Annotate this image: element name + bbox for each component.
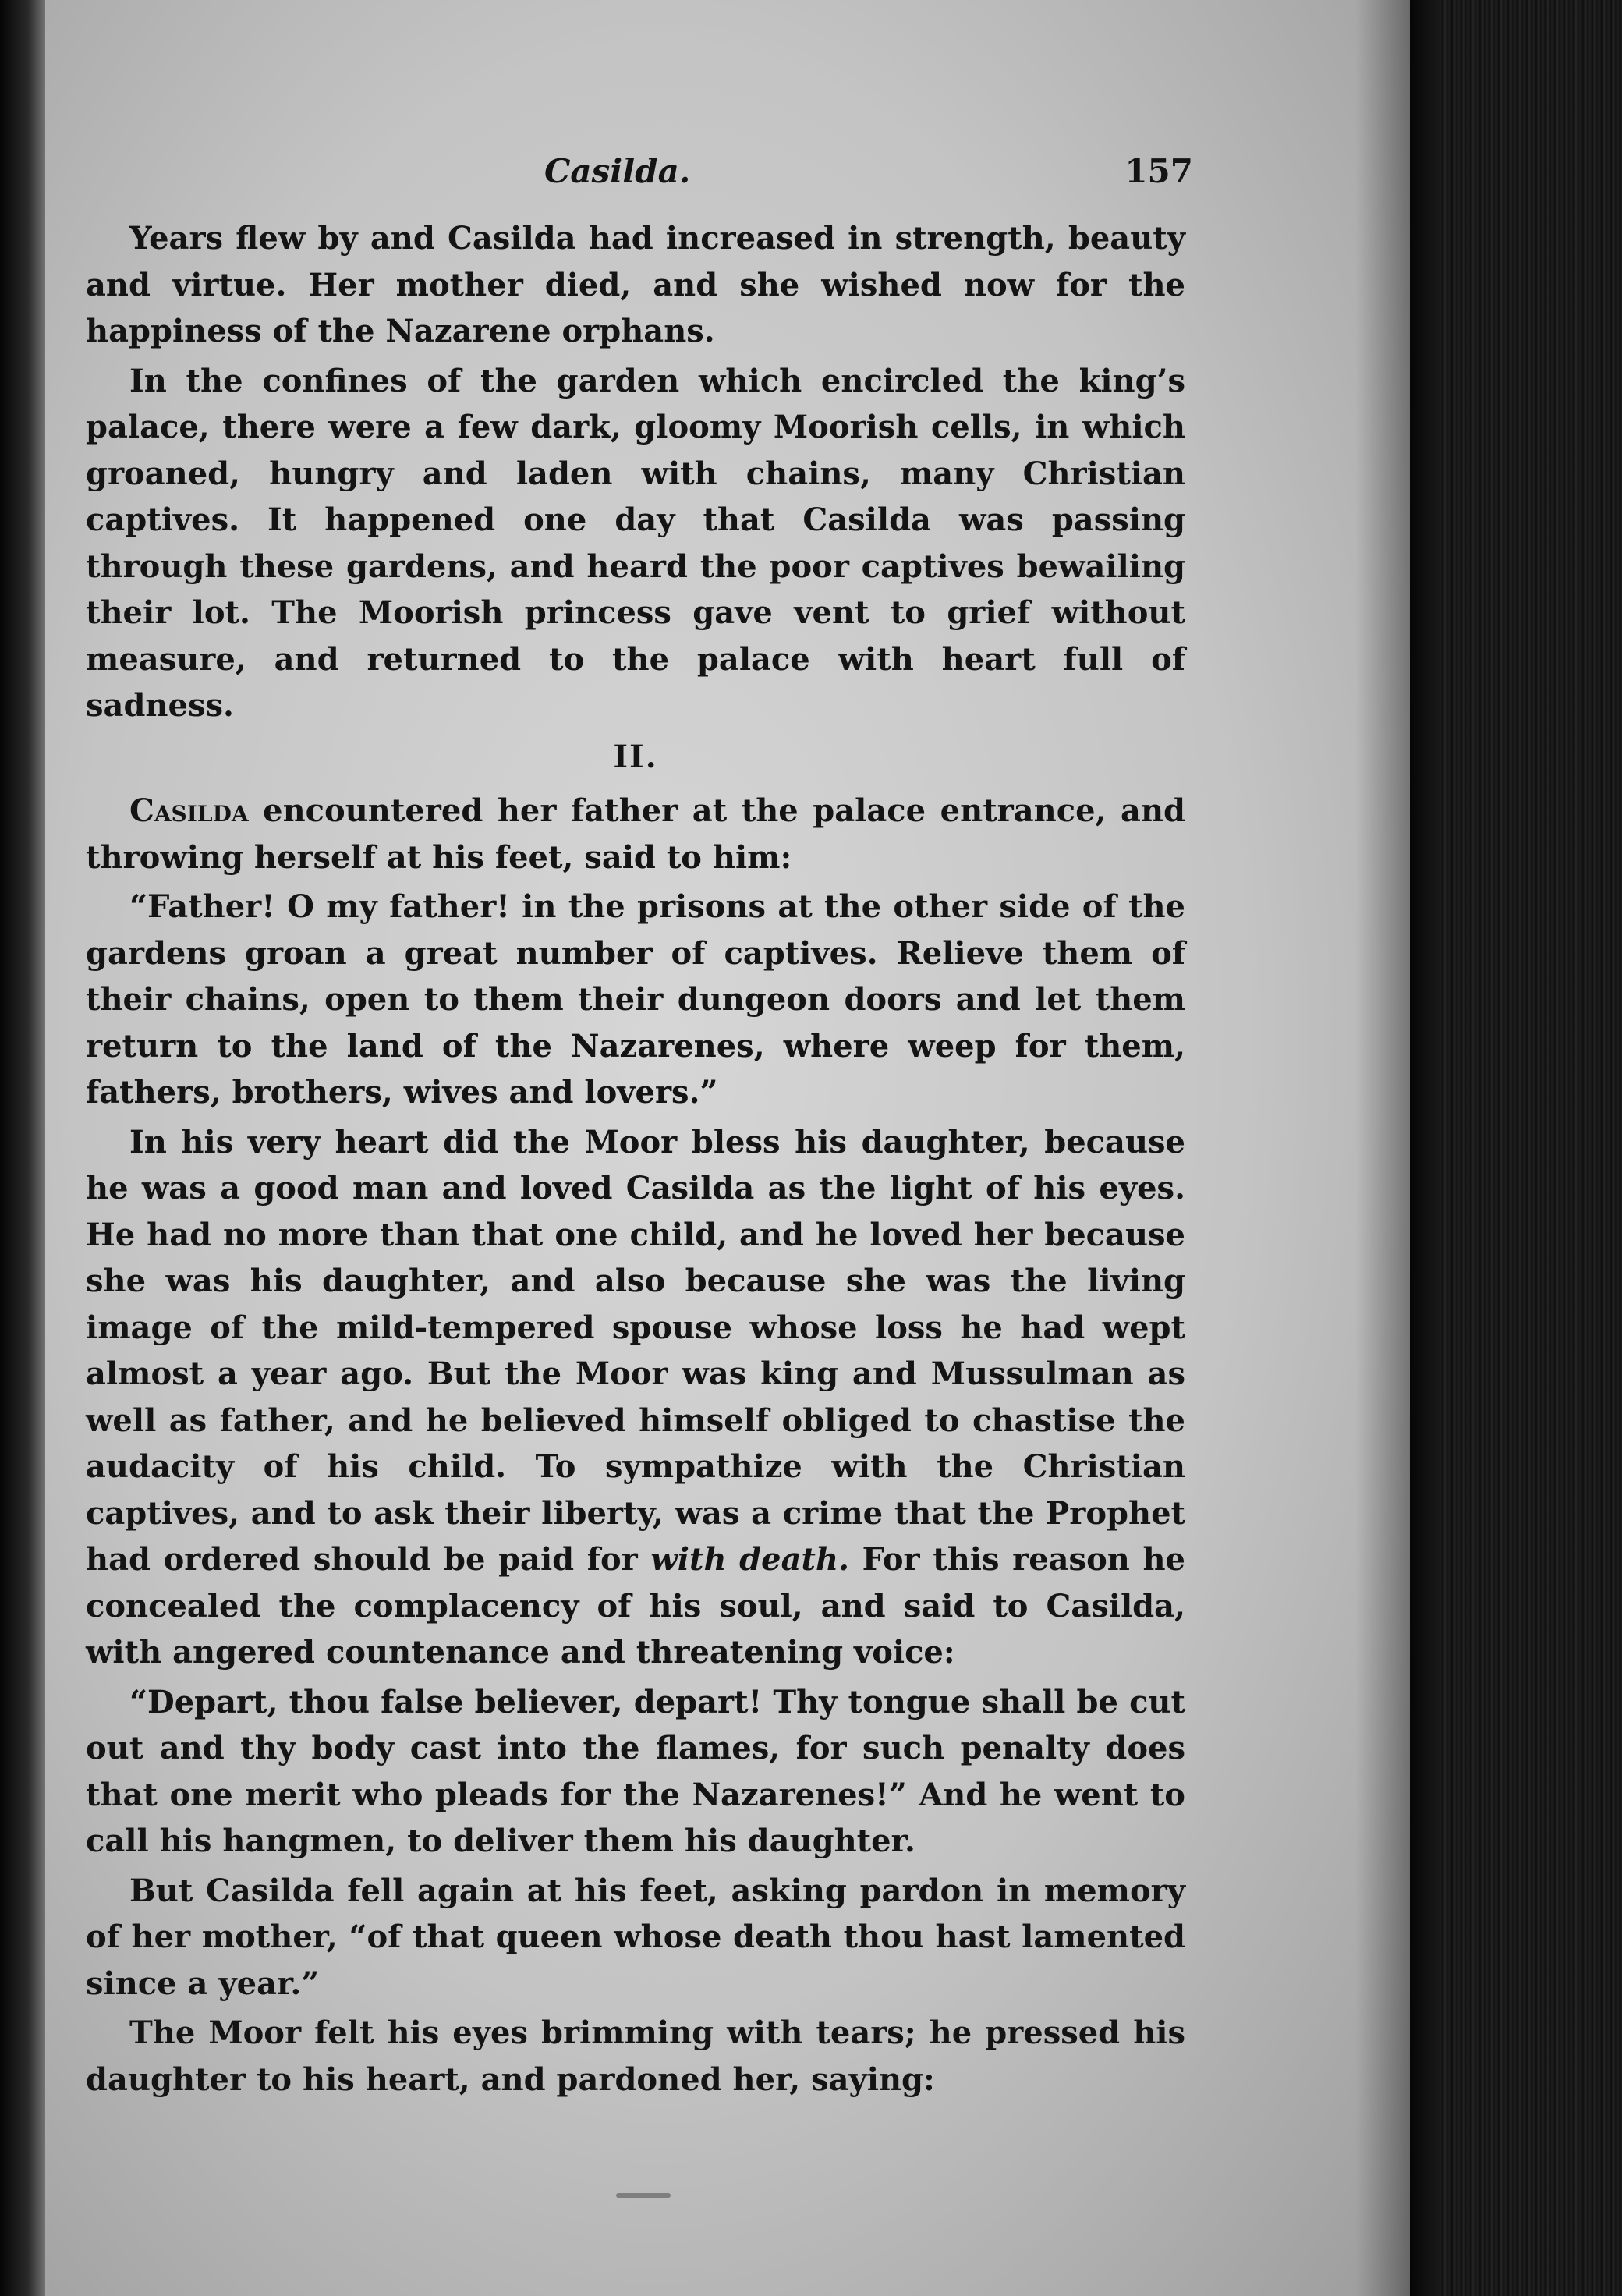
page-shadow bbox=[1355, 0, 1410, 2296]
paragraph-5-italic: with death. bbox=[650, 1541, 849, 1578]
paragraph-1: Years flew by and Casilda had increased in strength, beauty and virtue. Her mother died, and she wished now for the happiness of the Nazarene orphans. bbox=[86, 220, 1185, 349]
book-binding bbox=[1410, 0, 1622, 2296]
left-scan-edge bbox=[0, 0, 47, 2296]
page-number: 157 bbox=[1124, 152, 1193, 190]
paragraph-5-text-a: In his very heart did the Moor bless his daughter, because he was a good man and loved Casilda as the light of his eyes. He had no more than that one child, and he loved her because she was his daughter, and also because she was the living image of the mild-tempered spouse whose loss he had wept almost a year ago. But the Moor was king and Mussulman as well as father, and he believed himself obliged to chastise the audacity of his child. To sympathize with the Christian captives, and to ask their liberty, was a crime that the Prophet had ordered should be paid for bbox=[86, 1123, 1185, 1578]
section-numeral: II. bbox=[613, 738, 658, 775]
paragraph-3-lead: Casilda bbox=[129, 792, 249, 829]
paragraph-8: The Moor felt his eyes brimming with tears; he pressed his daughter to his heart, and pardoned her, saying: bbox=[86, 2014, 1185, 2098]
page-text bbox=[86, 148, 1193, 2106]
paragraph-5 bbox=[86, 1119, 1185, 1676]
paragraph-5-text-b: For this reason he concealed the complacency of his soul, and said to Casilda, with angered countenance and threatening voice: bbox=[86, 1541, 1185, 1671]
binding-gutter bbox=[1410, 0, 1441, 2296]
printer-mark bbox=[616, 2193, 671, 2198]
running-head bbox=[86, 148, 1193, 203]
paragraph-7: But Casilda fell again at his feet, asking pardon in memory of her mother, “of that queen whose death thou hast lamented since a year.” bbox=[86, 1872, 1185, 2002]
paragraph-6: “Depart, thou false believer, depart! Thy tongue shall be cut out and thy body cast into the flames, for such penalty does that one merit who pleads for the Nazarenes!” And he went to call his hangmen, to deliver them his daughter. bbox=[86, 1683, 1185, 1859]
paragraph-3-text: encountered her father at the palace entrance, and throwing herself at his feet, said to him: bbox=[86, 792, 1185, 876]
paragraph-2: In the confines of the garden which encircled the king’s palace, there were a few dark, gloomy Moorish cells, in which groaned, hungry and laden with chains, many Christian captives. It happened one day that Casilda was passing through these gardens, and heard the poor captives bewailing their lot. The Moorish princess gave vent to grief without measure, and returned to the palace with heart full of sadness. bbox=[86, 362, 1185, 724]
paragraph-3 bbox=[86, 788, 1185, 880]
paragraph-4: “Father! O my father! in the prisons at the other side of the gardens groan a great number of captives. Relieve them of their chains, open to them their dungeon doors and let them return to the land of the Nazarenes, where weep for them, fathers, brothers, wives and lovers.” bbox=[86, 888, 1185, 1111]
running-title: Casilda. bbox=[544, 152, 691, 190]
